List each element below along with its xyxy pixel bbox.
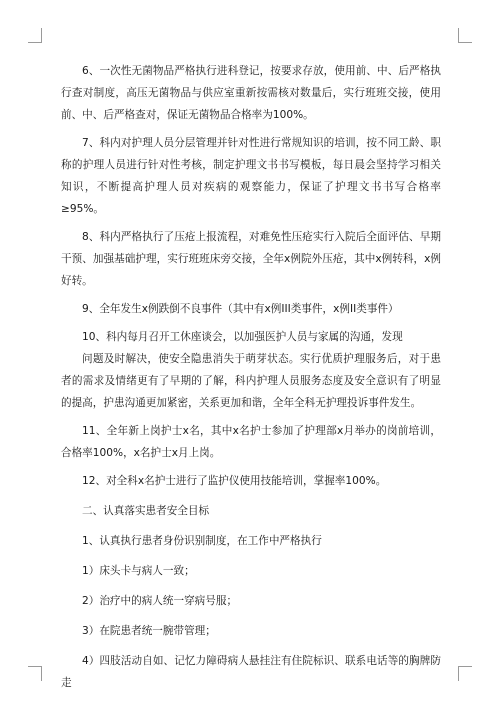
list-item: 1）床头卡与病人一致； bbox=[82, 565, 195, 577]
paragraph: 10、科内每月召开工休座谈会，以加强医护人员与家属的沟通，发现 bbox=[82, 331, 403, 343]
paragraph: 7、科内对护理人员分层管理并针对性进行常规知识的培训，按不同工龄、职称的护理人员进行针对性考核，制定护理文书书写模板，每日晨会坚持学习相关知识，不断提高护理人员对疾病的观察能力，保证了护理文书书写合格率≥95%。 bbox=[61, 137, 441, 215]
crop-mark-top-right-v bbox=[458, 28, 459, 43]
crop-mark-bottom-left-h bbox=[28, 666, 42, 667]
paragraph: 9、全年发生x例跌倒不良事件（其中有x例III类事件，x例II类事件） bbox=[82, 303, 399, 315]
section-heading: 二、认真落实患者安全目标 bbox=[82, 505, 210, 517]
paragraph: 问题及时解决，使安全隐患消失于萌芽状态。实行优质护理服务后，对于患者的需求及情绪更有了早期的了解，科内护理人员服务态度及安全意识有了明显的提高，护患沟通更加紧密，关系更加和谐，全年全科无护理投诉事件发生。 bbox=[61, 353, 441, 409]
document-body bbox=[61, 60, 441, 702]
paragraph: 12、对全科x名护士进行了监护仪使用技能培训，掌握率100%。 bbox=[82, 475, 387, 487]
paragraph: 11、全年新上岗护士x名，其中x名护士参加了护理部x月举办的岗前培训，合格率100%，x名护士x月上岗。 bbox=[61, 425, 441, 459]
crop-mark-bottom-right-v bbox=[458, 666, 459, 681]
crop-mark-bottom-right-h bbox=[458, 666, 472, 667]
crop-mark-top-left-v bbox=[41, 28, 42, 43]
paragraph: 1、认真执行患者身份识别制度，在工作中严格执行 bbox=[82, 535, 322, 547]
crop-mark-bottom-left-v bbox=[41, 666, 42, 681]
paragraph: 6、一次性无菌物品严格执行进科登记，按要求存放，使用前、中、后严格执行查对制度，高压无菌物品与供应室重新按需核对数量后，实行班班交接，使用前、中、后严格查对，保证无菌物品合格率为100%。 bbox=[61, 65, 441, 121]
crop-mark-top-right-h bbox=[458, 42, 472, 43]
list-item: 4）四肢活动自如、记忆力障碍病人悬挂注有住院标识、联系电话等的胸牌防走 bbox=[61, 655, 441, 689]
list-item: 3）在院患者统一腕带管理； bbox=[82, 625, 216, 637]
paragraph: 8、科内严格执行了压疮上报流程，对难免性压疮实行入院后全面评估、早期干预、加强基础护理，实行班班床旁交接，全年x例院外压疮，其中x例转科，x例好转。 bbox=[61, 231, 441, 287]
list-item: 2）治疗中的病人统一穿病号服； bbox=[82, 595, 238, 607]
crop-mark-top-left-h bbox=[28, 42, 42, 43]
